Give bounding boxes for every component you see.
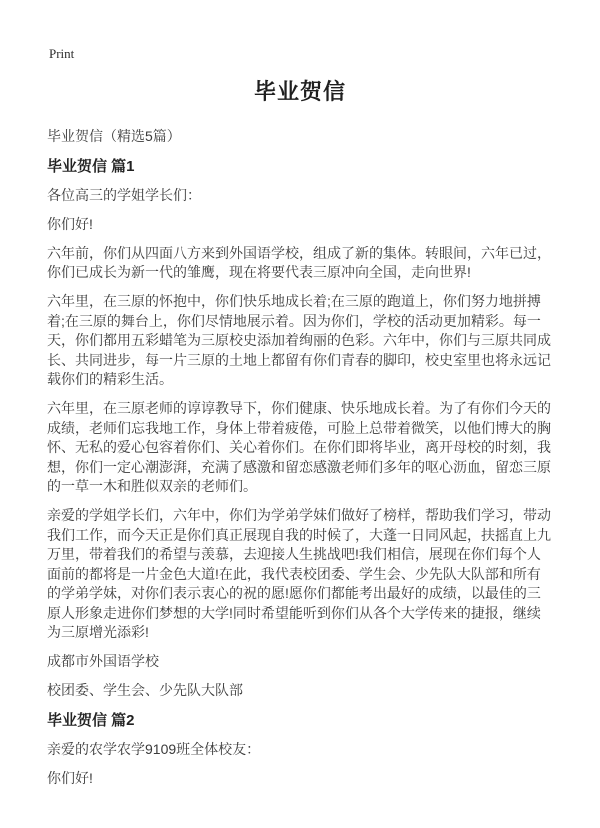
salutation: 各位高三的学姐学长们： [47,186,201,203]
section-heading-2: 毕业贺信 篇2 [47,711,135,729]
document-subtitle: 毕业贺信（精选5篇） [47,128,181,144]
salutation: 亲爱的农学农学9109班全体校友： [47,740,261,757]
greeting: 你们好! [47,769,93,786]
signature-school: 成都市外国语学校 [47,653,159,669]
paragraph: 六年里，在三原老师的谆谆教导下，你们健康、快乐地成长着。为了有你们今天的成绩，老师们忘我地工作，身体上带着疲倦，可脸上总带着微笑，以他们博大的胸怀、无私的爱心包容着你们、关心着你们。在你们即将毕业，离开母校的时刻，我想，你们一定心潮澎湃，充满了感激和留恋感激老师们多年的呕心沥血，留恋三原的一草一木和胜似双亲的老师们。 [47,400,551,494]
print-button[interactable]: Print [49,46,75,61]
paragraph: 亲爱的学姐学长们，六年中，你们为学弟学妹们做好了榜样，帮助我们学习，带动我们工作，而今天正是你们真正展现自我的时候了，大蓬一日同风起，扶摇直上九万里，带着我们的希望与羡慕，去迎接人生挑战吧!我们相信，展现在你们每个人面前的都将是一片金色大道!在此，我代表校团委、学生会、少先队大队部和所有的学弟学妹，对你们表示衷心的祝的愿!愿你们都能考出最好的成绩，以最佳的三原人形象走进你们梦想的大学!同时希望能听到你们从各个大学传来的捷报，继续为三原增光添彩! [47,507,551,640]
greeting: 你们好! [47,215,93,232]
signature-organizations: 校团委、学生会、少先队大队部 [47,682,243,698]
page-title: 毕业贺信 [253,79,346,104]
paragraph: 六年前，你们从四面八方来到外国语学校，组成了新的集体。转眼间，六年已过，你们已成长为新一代的雏鹰，现在将要代表三原冲向全国，走向世界! [47,244,551,280]
section-heading-1: 毕业贺信 篇1 [47,157,135,175]
paragraph: 六年里，在三原的怀抱中，你们快乐地成长着;在三原的跑道上，你们努力地拼搏着;在三原的舞台上，你们尽情地展示着。因为你们，学校的活动更加精彩。每一天，你们都用五彩蜡笔为三原校史添加着绚丽的色彩。六年中，你们与三原共同成长、共同进步，每一片三原的土地上都留有你们青春的脚印，校史室里也将永远记载你们的精彩生活。 [47,293,551,387]
